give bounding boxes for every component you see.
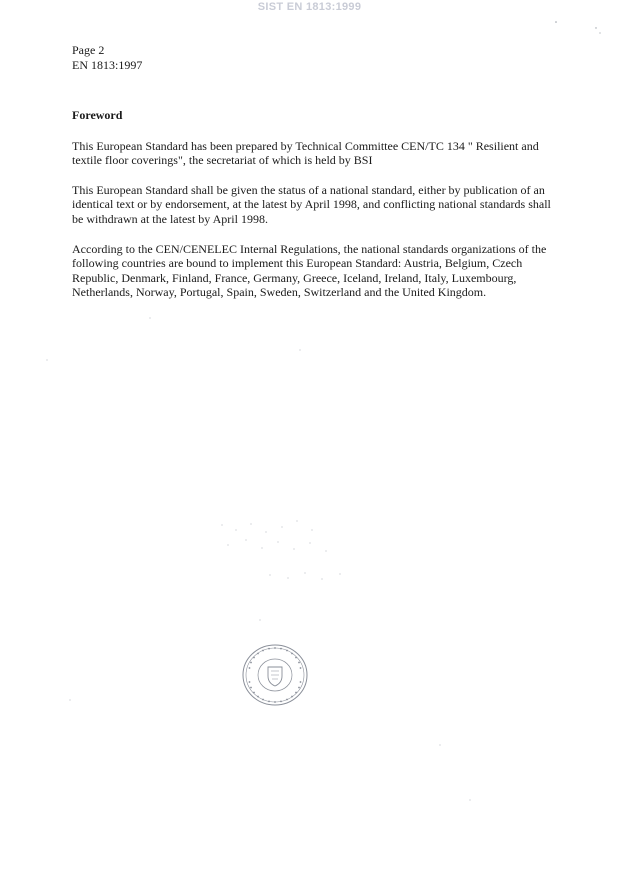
foreword-paragraph-3: According to the CEN/CENELEC Internal Regulations, the national standards organizations of the following countries are bound to implement this European Standard: Austria, Belgium, Czech Republic, Denmark, Finland, France, Germany, Greece, Iceland, Ireland, Italy, Luxembourg, Netherlands, Norway, Portugal, Spain, Sweden, Switzerland and the United Kingdom.: [72, 241, 547, 300]
document-id: EN 1813:1997: [72, 58, 143, 72]
watermark: SIST EN 1813:1999: [257, 1, 362, 13]
foreword-title: Foreword: [72, 108, 123, 122]
page-header: [72, 43, 142, 73]
foreword-paragraph-2: This European Standard shall be given the status of a national standard, either by publication of an identical text or by endorsement, at the latest by April 1998, and conflicting national standards shall be withdrawn at the latest by April 1998.: [72, 182, 551, 226]
foreword-paragraph-1: This European Standard has been prepared by Technical Committee CEN/TC 134 " Resilient and textile floor coverings", the secretariat of which is held by BSI: [72, 138, 539, 168]
official-stamp-icon: [241, 643, 309, 707]
page-number: Page 2: [72, 43, 105, 57]
foreword-section: [72, 108, 552, 315]
